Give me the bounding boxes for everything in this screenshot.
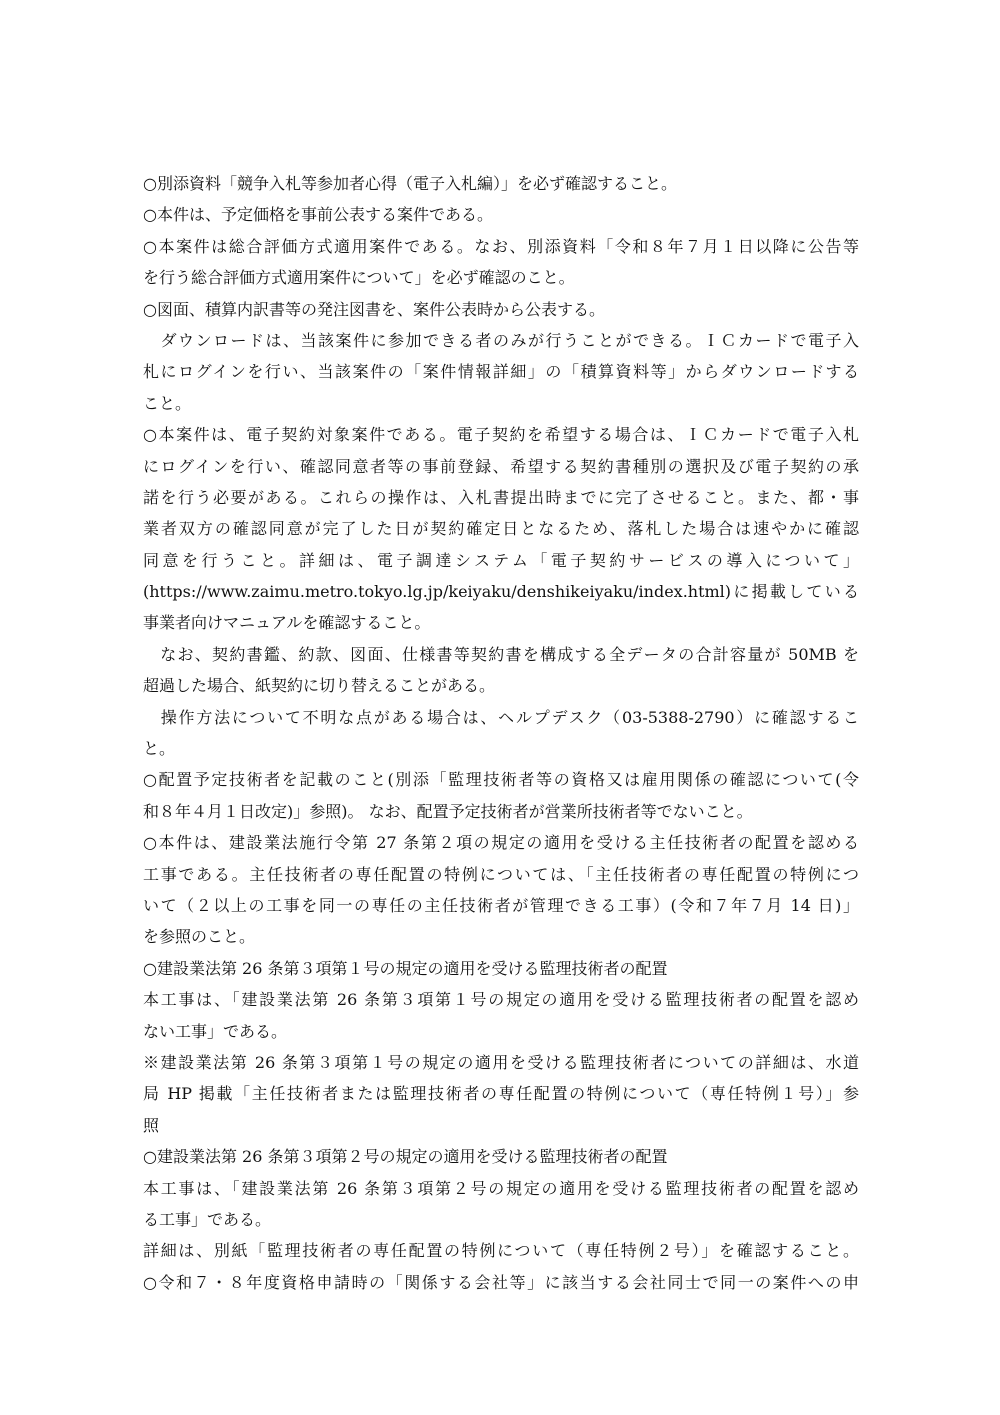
text-line: [143, 1267, 859, 1298]
text-line-content: ない工事」である。: [143, 1021, 288, 1041]
text-line: [143, 1204, 859, 1235]
text-line-content: 事業者向けマニュアルを確認すること。: [143, 613, 431, 633]
text-line: [143, 984, 859, 1015]
text-line: [143, 827, 859, 858]
text-line: [143, 356, 859, 387]
text-line-content: 本工事は、「建設業法第 26 条第３項第１号の規定の適用を受ける監理技術者の配置を認め: [143, 990, 859, 1010]
text-line: [143, 1110, 859, 1141]
text-line: [143, 168, 859, 199]
text-line-content: こと。: [143, 393, 192, 413]
text-line: [143, 639, 859, 670]
text-line-content: 札にログインを行い、当該案件の「案件情報詳細」の「積算資料等」からダウンロードする: [143, 362, 859, 382]
text-line: [143, 1047, 859, 1078]
text-line-content: ○本案件は、電子契約対象案件である。電子契約を希望する場合は、ＩＣカードで電子入札: [143, 425, 859, 445]
text-line: [143, 1173, 859, 1204]
text-line: [143, 451, 859, 482]
text-line: [143, 702, 859, 733]
text-line-content: ○建設業法第 26 条第３項第２号の規定の適用を受ける監理技術者の配置: [143, 1147, 668, 1167]
text-line-content: を参照のこと。: [143, 927, 256, 947]
text-line-content: 工事である。主任技術者の専任配置の特例については、「主任技術者の専任配置の特例につ: [143, 864, 859, 884]
text-line-content: 本工事は、「建設業法第 26 条第３項第２号の規定の適用を受ける監理技術者の配置を認め: [143, 1178, 859, 1198]
text-line-content: ○建設業法第 26 条第３項第１号の規定の適用を受ける監理技術者の配置: [143, 958, 668, 978]
text-line: [143, 513, 859, 544]
text-line-content: 超過した場合、紙契約に切り替えることがある。: [143, 676, 496, 696]
text-line-content: 局 HP 掲載「主任技術者または監理技術者の専任配置の特例について（専任特例１号）」参: [143, 1084, 859, 1104]
text-line: [143, 482, 859, 513]
text-line: [143, 262, 859, 293]
text-line-content: (https://www.zaimu.metro.tokyo.lg.jp/keiyaku/denshikeiyaku/index.html)に掲載している: [143, 582, 859, 602]
text-line-content: にログインを行い、確認同意者等の事前登録、希望する契約書種別の選択及び電子契約の承: [143, 456, 859, 476]
document-body: [143, 168, 859, 1298]
text-line: [143, 733, 859, 764]
text-line-content: なお、契約書鑑、約款、図面、仕様書等契約書を構成する全データの合計容量が 50MB を: [143, 644, 859, 664]
text-line-content: 同意を行うこと。詳細は、電子調達システム「電子契約サービスの導入について」: [143, 550, 859, 570]
text-line: [143, 859, 859, 890]
text-line: [143, 1141, 859, 1172]
text-line: [143, 231, 859, 262]
text-line-content: と。: [143, 739, 176, 759]
text-line-content: ダウンロードは、当該案件に参加できる者のみが行うことができる。ＩＣカードで電子入: [143, 330, 859, 350]
text-line: [143, 388, 859, 419]
text-line-content: ○図面、積算内訳書等の発注図書を、案件公表時から公表する。: [143, 299, 605, 319]
text-line: [143, 607, 859, 638]
text-line: [143, 325, 859, 356]
text-line: [143, 199, 859, 230]
text-line: [143, 796, 859, 827]
text-line: [143, 953, 859, 984]
text-line-content: 業者双方の確認同意が完了した日が契約確定日となるため、落札した場合は速やかに確認: [143, 519, 859, 539]
text-line-content: 照: [143, 1115, 160, 1135]
text-line-content: ○令和７・８年度資格申請時の「関係する会社等」に該当する会社同士で同一の案件への申: [143, 1272, 859, 1292]
text-line-content: いて（２以上の工事を同一の専任の主任技術者が管理できる工事）(令和７年７月 14 日)」: [143, 895, 859, 915]
text-line-content: 諾を行う必要がある。これらの操作は、入札書提出時までに完了させること。また、都・事: [143, 487, 859, 507]
text-line: [143, 1078, 859, 1109]
text-line: [143, 764, 859, 795]
text-line-content: 和８年４月１日改定)」参照)。 なお、配置予定技術者が営業所技術者等でないこと。: [143, 801, 753, 821]
text-line-content: ○本案件は総合評価方式適用案件である。なお、別添資料「令和８年７月１日以降に公告等: [143, 236, 859, 256]
text-line: [143, 921, 859, 952]
text-line: [143, 419, 859, 450]
text-line: [143, 576, 859, 607]
text-line-content: ○配置予定技術者を記載のこと(別添「監理技術者等の資格又は雇用関係の確認について(令: [143, 770, 859, 790]
text-line-content: 操作方法について不明な点がある場合は、ヘルプデスク（03-5388-2790）に確認するこ: [143, 707, 859, 727]
text-line: [143, 294, 859, 325]
text-line: [143, 670, 859, 701]
text-line: [143, 1235, 859, 1266]
text-line-content: ○別添資料「競争入札等参加者心得（電子入札編）」を必ず確認すること。: [143, 174, 677, 193]
text-line: [143, 1016, 859, 1047]
text-line-content: ※建設業法第 26 条第３項第１号の規定の適用を受ける監理技術者についての詳細は、水道: [143, 1052, 859, 1072]
text-line-content: を行う総合評価方式適用案件について」を必ず確認のこと。: [143, 268, 575, 288]
text-line: [143, 545, 859, 576]
text-line-content: ○本件は、予定価格を事前公表する案件である。: [143, 205, 493, 225]
text-line: [143, 890, 859, 921]
text-line-content: ○本件は、建設業法施行令第 27 条第２項の規定の適用を受ける主任技術者の配置を認める: [143, 833, 859, 853]
text-line-content: る工事」である。: [143, 1209, 272, 1229]
text-line-content: 詳細は、別紙「監理技術者の専任配置の特例について（専任特例２号）」を確認すること。: [143, 1241, 859, 1261]
